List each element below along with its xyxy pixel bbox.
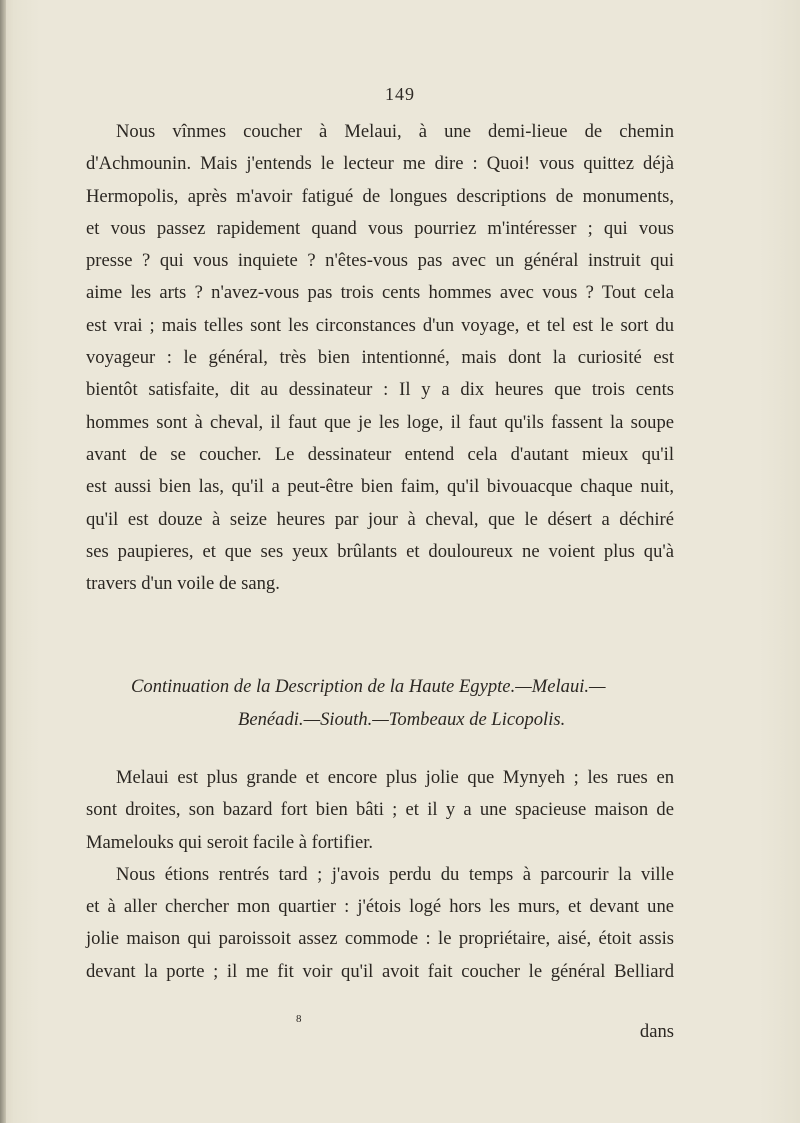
page-number: 149	[385, 84, 415, 104]
text-line: qu'il est douze à seize heures par jour à cheval, que le désert a déchiré	[86, 508, 674, 530]
text-line: et à aller chercher mon quartier : j'étois logé hors les murs, et devant une	[86, 896, 674, 918]
catchword: dans	[639, 1021, 674, 1042]
text-line: sont droites, son bazard fort bien bâti ; et il y a une spacieuse maison de	[86, 799, 674, 821]
text-line: devant la porte ; il me fit voir qu'il avoit fait coucher le général Belliard	[86, 960, 674, 982]
text-line: d'Achmounin. Mais j'entends le lecteur me dire : Quoi! vous quittez déjà	[86, 153, 674, 175]
paragraph-1	[86, 116, 674, 600]
page-footer	[86, 1015, 674, 1045]
text-line: est aussi bien las, qu'il a peut-être bien faim, qu'il bivouacque chaque nuit,	[86, 476, 674, 498]
text-line: Nous vînmes coucher à Melaui, à une demi-lieue de chemin	[116, 121, 674, 142]
signature-mark: 8	[296, 1013, 302, 1025]
section-heading	[86, 670, 674, 736]
section-heading-line-1: Continuation de la Description de la Haute Egypte.—Melaui.—	[131, 676, 606, 697]
text-line: presse ? qui vous inquiete ? n'êtes-vous pas avec un général instruit qui	[86, 250, 674, 272]
text-line: hommes sont à cheval, il faut que je les loge, il faut qu'ils fassent la soupe	[86, 411, 674, 433]
text-line: aime les arts ? n'avez-vous pas trois cents hommes avec vous ? Tout cela	[86, 282, 674, 304]
text-line: et vous passez rapidement quand vous pourriez m'intéresser ; qui vous	[86, 217, 674, 239]
text-line: voyageur : le général, très bien intentionné, mais dont la curiosité est	[86, 347, 674, 369]
text-line: jolie maison qui paroissoit assez commode : le propriétaire, aisé, étoit assis	[86, 928, 674, 950]
text-line: Hermopolis, après m'avoir fatigué de longues descriptions de monuments,	[86, 185, 674, 207]
text-line: Melaui est plus grande et encore plus jolie que Mynyeh ; les rues en	[116, 767, 674, 788]
paragraph-2	[86, 762, 674, 988]
text-line: ses paupieres, et que ses yeux brûlants et douloureux ne voient plus qu'à	[86, 540, 674, 562]
text-line: est vrai ; mais telles sont les circonstances d'un voyage, et tel est le sort du	[86, 314, 674, 336]
binding-edge	[0, 0, 6, 1123]
text-line: Nous étions rentrés tard ; j'avois perdu du temps à parcourir la ville	[116, 863, 674, 885]
text-line: bientôt satisfaite, dit au dessinateur : Il y a dix heures que trois cents	[86, 379, 674, 401]
text-line: Mamelouks qui seroit facile à fortifier.	[86, 831, 374, 853]
section-heading-line-2: Benéadi.—Siouth.—Tombeaux de Licopolis.	[238, 709, 566, 730]
text-line: travers d'un voile de sang.	[86, 573, 280, 595]
text-line: avant de se coucher. Le dessinateur entend cela d'autant mieux qu'il	[86, 443, 674, 465]
